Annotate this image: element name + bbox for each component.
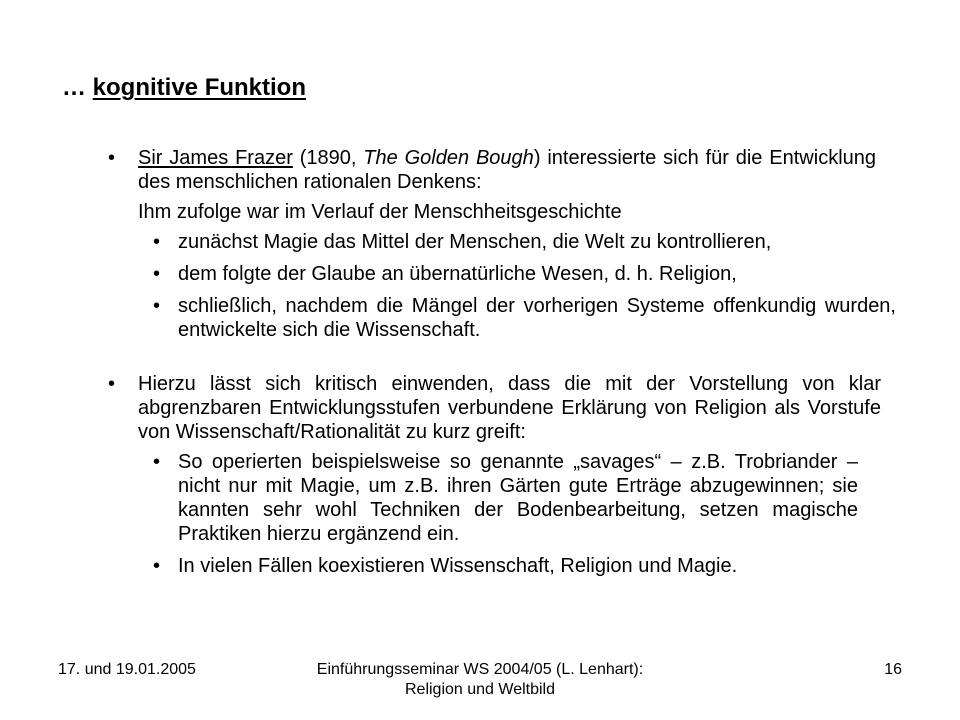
intro-line: Ihm zufolge war im Verlauf der Menschheitsgeschichte: [138, 201, 622, 223]
list-item-magic: • zunächst Magie das Mittel der Menschen, die Welt zu kontrollieren,: [108, 230, 896, 254]
footer-course: [280, 660, 680, 700]
slide-content: [108, 146, 908, 578]
frazer-text-b: ) interessierte sich für die Entwicklung des menschlichen rationalen Denkens:: [138, 147, 877, 193]
page-number: 16: [884, 661, 902, 678]
list-item-coexistence: • In vielen Fällen koexistieren Wissenschaft, Religion und Magie.: [108, 554, 858, 578]
sublist-frazer-stages: [108, 230, 908, 342]
slide-title: [62, 74, 306, 102]
list-item-science: • schließlich, nachdem die Mängel der vorherigen Systeme offenkundig wurden, entwickelte sich die Wissenschaft.: [108, 294, 896, 342]
bullet-frazer: [108, 146, 876, 194]
footer-date: 17. und 19.01.2005: [58, 661, 196, 678]
title-prefix: …: [62, 74, 93, 101]
frazer-link[interactable]: Sir James Frazer: [138, 147, 293, 169]
title-text: kognitive Funktion: [92, 74, 306, 101]
list-item-religion: • dem folgte der Glaube an übernatürliche Wesen, d. h. Religion,: [108, 262, 896, 286]
frazer-text-a: (1890,: [292, 147, 364, 169]
footer-course-line2: Religion und Weltbild: [404, 681, 555, 698]
book-title: The Golden Bough: [363, 147, 534, 169]
list-item-trobriander: • So operierten beispielsweise so genannte „savages“ – z.B. Trobriander – nicht nur mit Magie, um z.B. ihren Gärten gute Erträge abzugewinnen; sie kannten sehr wohl Techniken der Bodenbearbeitung, setzen magische Praktiken hierzu ergänzend ein.: [108, 450, 858, 546]
sublist-critique: [108, 450, 908, 578]
footer-course-line1: Einführungsseminar WS 2004/05 (L. Lenhart):: [316, 661, 644, 678]
bullet-critique: • Hierzu lässt sich kritisch einwenden, dass die mit der Vorstellung von klar abgrenzbaren Entwicklungsstufen verbundene Erklärung von Religion als Vorstufe von Wissenschaft/Rationalität zu kurz greift:: [108, 372, 881, 444]
